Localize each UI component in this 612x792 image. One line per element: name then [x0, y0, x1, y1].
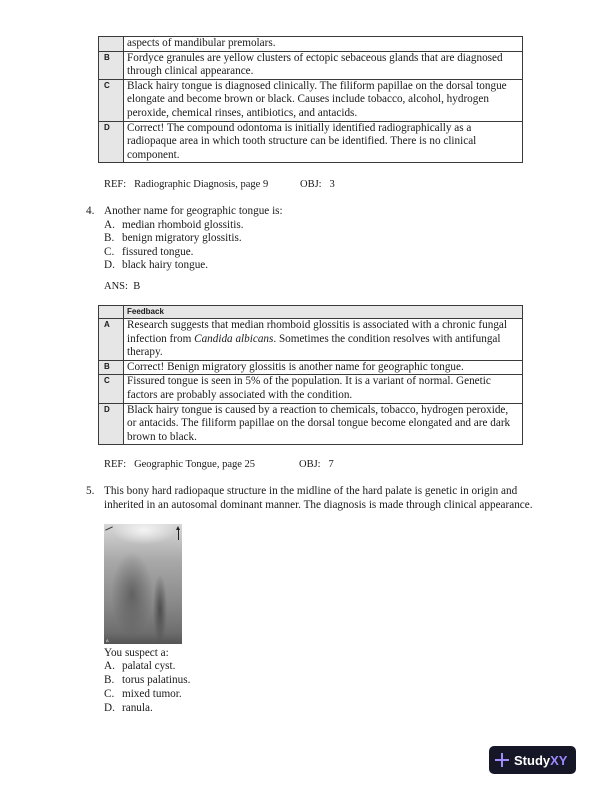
feedback-table-q3: [98, 36, 523, 163]
ref-label: REF:: [104, 459, 127, 470]
studyxy-badge[interactable]: [489, 746, 576, 774]
reference-line-q4: [104, 459, 334, 470]
obj-label: OBJ:: [300, 179, 322, 190]
row-letter: B: [99, 51, 124, 79]
row-letter: D: [99, 403, 124, 445]
brand-name: StudyXY: [514, 752, 568, 768]
obj-value: 3: [329, 179, 335, 190]
option-b: B. benign migratory glossitis.: [104, 232, 242, 244]
objective: [300, 179, 335, 190]
row-letter: A: [99, 319, 124, 361]
plus-icon: [495, 753, 509, 767]
question-text: This bony hard radiopaque structure in the midline of the hard palate is genetic in origin and inherited in an autosomal dominant manner. The diagnosis is made through clinical appearance.: [104, 485, 533, 511]
table-row: [99, 319, 523, 361]
row-letter: D: [99, 121, 124, 163]
row-feedback: Fissured tongue is seen in 5% of the population. It is a variant of normal. Genetic factors are probably associated with the condition.: [124, 375, 523, 403]
answer-value: B: [133, 281, 141, 292]
option-d: D. black hairy tongue.: [104, 259, 209, 271]
row-letter: B: [99, 360, 124, 375]
image-label: A: [106, 638, 109, 643]
reference-line-q3: [104, 179, 335, 190]
feedback-table-q4: [98, 305, 523, 445]
obj-value: 7: [328, 459, 334, 470]
table-row: [99, 403, 523, 445]
option-a: A. median rhomboid glossitis.: [104, 219, 244, 231]
question-prompt: You suspect a:: [104, 647, 169, 659]
row-letter: C: [99, 375, 124, 403]
row-feedback: Correct! Benign migratory glossitis is another name for geographic tongue.: [124, 360, 523, 375]
option-c: C. fissured tongue.: [104, 246, 194, 258]
table-row: [99, 375, 523, 403]
species-name: Candida albicans: [194, 332, 274, 345]
ref-value: Radiographic Diagnosis, page 9: [134, 179, 269, 190]
ref-value: Geographic Tongue, page 25: [134, 459, 256, 470]
option-d: D. ranula.: [104, 702, 153, 714]
table-row: [99, 37, 523, 52]
arrow-icon: [178, 528, 179, 540]
row-letter: C: [99, 79, 124, 121]
radiograph-image: [104, 524, 182, 644]
header-feedback: Feedback: [124, 306, 523, 319]
row-feedback: Black hairy tongue is diagnosed clinically. The filiform papillae on the dorsal tongue elongate and become brown or black. Causes include tobacco, alcohol, hydrogen peroxide, chemical rinses, antibiotics, and antacids.: [124, 79, 523, 121]
question-number: 5.: [86, 485, 95, 497]
row-letter: [99, 37, 124, 52]
row-feedback: Black hairy tongue is caused by a reaction to chemicals, tobacco, hydrogen peroxide, or antacids. The filiform papillae on the dorsal tongue become elongated and are dark brown to black.: [124, 403, 523, 445]
table-row: [99, 79, 523, 121]
table-row: [99, 121, 523, 163]
film-mark: [105, 526, 113, 530]
table-row: [99, 360, 523, 375]
row-feedback: Research suggests that median rhomboid glossitis is associated with a chronic fungal infection from Candida albicans. Sometimes the condition resolves with antifungal therapy.: [124, 319, 523, 361]
row-feedback: Fordyce granules are yellow clusters of ectopic sebaceous glands that are diagnosed through clinical appearance.: [124, 51, 523, 79]
question-number: 4.: [86, 205, 95, 217]
option-c: C. mixed tumor.: [104, 688, 182, 700]
objective: [299, 459, 334, 470]
table-header: [99, 306, 523, 319]
answer-line: [104, 281, 140, 292]
row-feedback: aspects of mandibular premolars.: [124, 37, 523, 52]
option-a: A. palatal cyst.: [104, 660, 176, 672]
table-row: [99, 51, 523, 79]
obj-label: OBJ:: [299, 459, 321, 470]
ref-label: REF:: [104, 179, 127, 190]
option-b: B. torus palatinus.: [104, 674, 191, 686]
answer-label: ANS:: [104, 281, 128, 292]
row-feedback: Correct! The compound odontoma is initially identified radiographically as a radiopaque area in which tooth structure can be identified. There is no clinical component.: [124, 121, 523, 163]
question-text: Another name for geographic tongue is:: [104, 205, 283, 217]
